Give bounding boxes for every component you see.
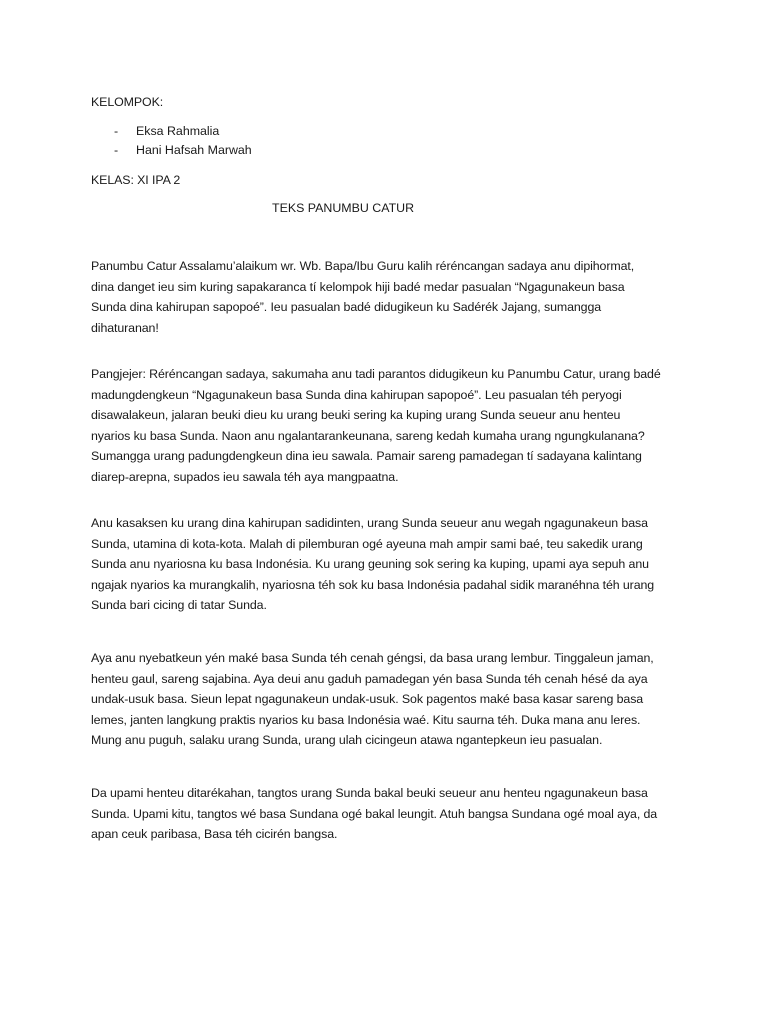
member-name: Eksa Rahmalia <box>136 124 220 138</box>
paragraph-line: Sunda, utamina di kota-kota. Malah di pilemburan ogé ayeuna mah ampir sami baé, teu sakedik urang <box>91 536 643 551</box>
member-bullet: - <box>114 124 119 138</box>
member-name: Hani Hafsah Marwah <box>136 143 252 157</box>
paragraph-line: Sunda bari cicing di tatar Sunda. <box>91 598 267 612</box>
paragraph-line: henteu gaul, sareng sajabina. Aya deui anu gaduh pamadegan yén basa Sunda téh cenah hésé da aya <box>91 671 648 686</box>
paragraph-line: nyarios ku basa Sunda. Naon anu ngalantarankeunana, sareng kedah kumaha urang ngungkulanana? <box>91 428 645 443</box>
class-label: KELAS: XI IPA 2 <box>91 173 181 187</box>
paragraph-line: lemes, janten langkung praktis nyarios ku basa Indonésia waé. Kitu saurna téh. Duka mana anu leres. <box>91 712 641 727</box>
paragraph-line: Pangjejer: Réréncangan sadaya, sakumaha anu tadi parantos didugikeun ku Panumbu Catur, urang badé <box>91 367 661 381</box>
paragraph-line: Mung anu puguh, salaku urang Sunda, urang ulah cicingeun atawa ngantepkeun ieu pasualan. <box>91 733 603 747</box>
paragraph-line: Sunda dina kahirupan sapopoé”. Ieu pasualan badé didugikeun ku Sadérék Jajang, sumangga <box>91 300 602 314</box>
paragraph <box>91 513 691 616</box>
paragraph-line: Sunda. Upami kitu, tangtos wé basa Sundana ogé bakal leungit. Atuh bangsa Sundana ogé moal aya, da <box>91 806 658 821</box>
group-label: KELOMPOK: <box>91 95 164 109</box>
document-title: TEKS PANUMBU CATUR <box>272 201 415 215</box>
paragraph-line: Sumangga urang padungdengkeun dina ieu sawala. Pamair sareng pamadegan tí sadayana kalintang <box>91 449 642 463</box>
paragraph <box>91 783 691 845</box>
paragraph-line: Anu kasaksen ku urang dina kahirupan sadidinten, urang Sunda seueur anu wegah ngagunakeun basa <box>91 516 648 530</box>
paragraph-line: madungdengkeun “Ngagunakeun basa Sunda dina kahirupan sapopoé”. Leu pasualan téh peryogi <box>91 387 622 402</box>
paragraph <box>91 648 691 751</box>
paragraph-line: diarep-arepna, supados ieu sawala téh aya mangpaatna. <box>91 469 399 484</box>
member-bullet: - <box>114 143 119 157</box>
paragraph-line: Da upami henteu ditarékahan, tangtos urang Sunda bakal beuki seueur anu henteu ngagunakeun basa <box>91 786 648 800</box>
paragraph-line: undak-usuk basa. Sieun lepat ngagunakeun undak-usuk. Sok pagentos maké basa kasar sareng basa <box>91 692 644 706</box>
paragraph-line: Aya anu nyebatkeun yén maké basa Sunda téh cenah géngsi, da basa urang lembur. Tinggaleun jaman, <box>91 651 654 665</box>
paragraph-line: apan ceuk paribasa, Basa téh cicirén bangsa. <box>91 827 338 841</box>
paragraph-line: Sunda anu nyariosna ku basa Indonésia. Ku urang geuning sok sering ka kuping, upami aya sepuh anu <box>91 557 649 571</box>
paragraph <box>91 364 691 487</box>
paragraph-line: dina danget ieu sim kuring sapakaranca tí kelompok hiji badé medar pasualan “Ngagunakeun basa <box>91 279 625 294</box>
paragraph-line: ngajak nyarios ka murangkalih, nyariosna téh sok ku basa Indonésia padahal sidik maranéhna téh urang <box>91 577 655 592</box>
paragraph-line: disawalakeun, jalaran beuki dieu ku urang beuki sering ka kuping urang Sunda seueur anu henteu <box>91 408 621 422</box>
paragraph-line: Panumbu Catur Assalamu’alaikum wr. Wb. Bapa/Ibu Guru kalih réréncangan sadaya anu dipihormat, <box>91 259 635 273</box>
paragraph-line: dihaturanan! <box>91 320 159 335</box>
paragraph <box>91 256 691 338</box>
